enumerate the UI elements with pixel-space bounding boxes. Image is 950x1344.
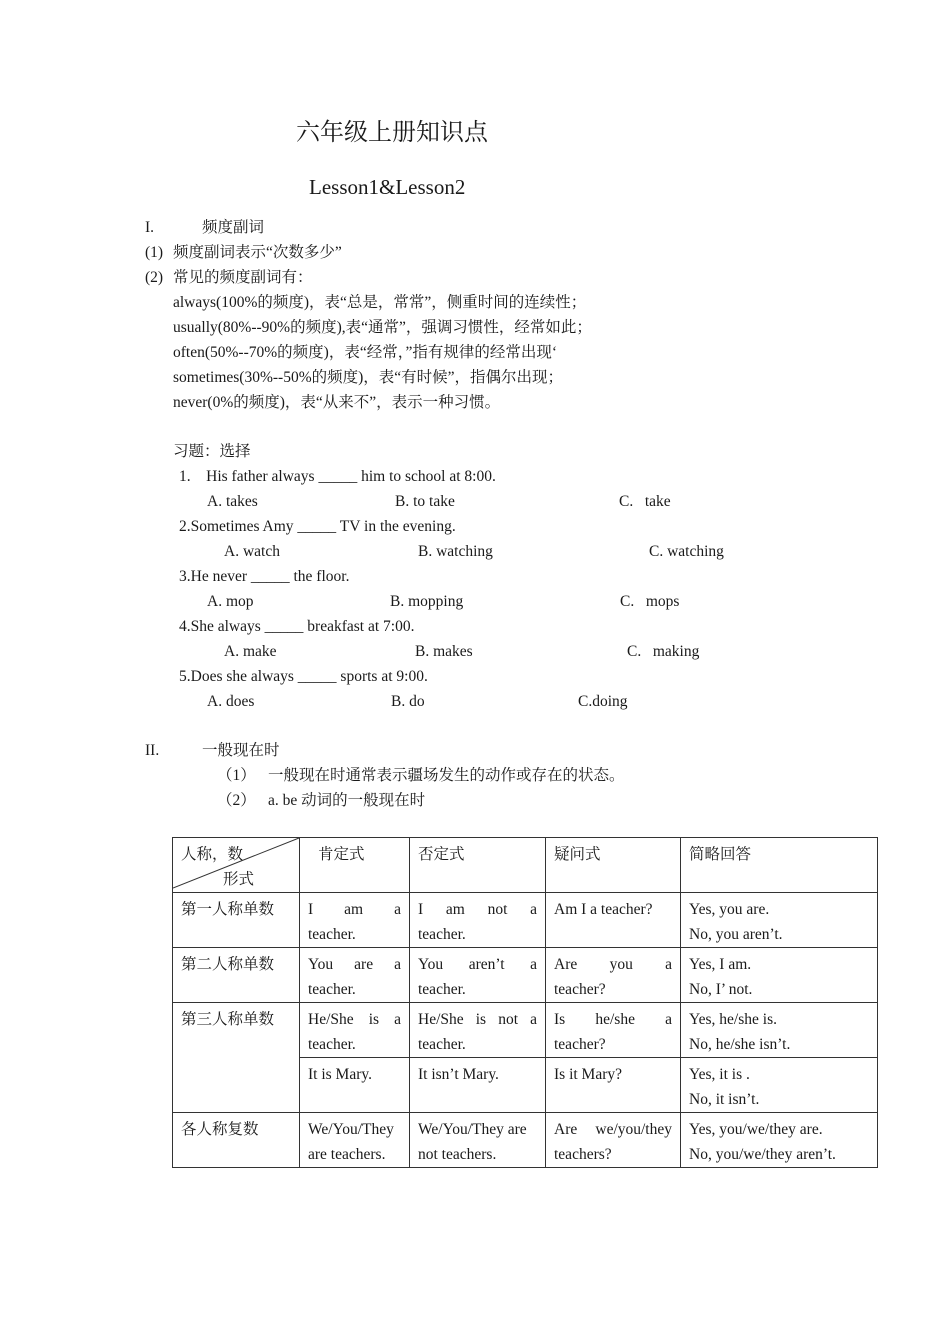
table-cell: Are we/you/they teachers? xyxy=(546,1113,681,1168)
row-label: 第一人称单数 xyxy=(173,893,300,948)
exercise-title: 习题：选择 xyxy=(173,443,251,460)
option-a: A. takes xyxy=(207,493,258,510)
header-corner-cell xyxy=(173,838,300,893)
table-cell: I am a teacher. xyxy=(300,893,410,948)
table-cell: He/She is a teacher. xyxy=(300,1003,410,1058)
question-text: 4.She always _____ breakfast at 7:00. xyxy=(179,618,415,635)
table-cell: Is it Mary? xyxy=(546,1058,681,1113)
option-b: B. watching xyxy=(418,543,493,560)
option-b: B. mopping xyxy=(390,593,464,610)
option-a: A. watch xyxy=(224,543,280,560)
section-heading: 一般现在时 xyxy=(202,742,280,759)
table-cell: Am I a teacher? xyxy=(546,893,681,948)
question-text: 2.Sometimes Amy _____ TV in the evening. xyxy=(179,518,456,535)
option-a: A. mop xyxy=(207,593,254,610)
table-cell: Are you a teacher? xyxy=(546,948,681,1003)
option-c: C. watching xyxy=(649,543,724,560)
row-label: 各人称复数 xyxy=(173,1113,300,1168)
table-row xyxy=(173,1113,878,1168)
corner-bottom-label: 形式 xyxy=(223,871,255,888)
table-cell: I am not a teacher. xyxy=(410,893,546,948)
table-cell: Yes, it is . No, it isn’t. xyxy=(681,1058,878,1113)
point-text: a. be 动词的一般现在时 xyxy=(268,792,426,809)
point-number: (2) xyxy=(145,269,164,286)
question-text: 3.He never _____ the floor. xyxy=(179,568,350,585)
adverb-line: always(100%的频度)，表“总是，常常”，侧重时间的连续性； xyxy=(173,294,587,311)
option-a: A. make xyxy=(224,643,277,660)
table-cell: It is Mary. xyxy=(300,1058,410,1113)
table-cell: Yes, he/she is. No, he/she isn’t. xyxy=(681,1003,878,1058)
table-cell: You aren’t a teacher. xyxy=(410,948,546,1003)
section-number: I. xyxy=(145,219,155,236)
section-heading: 频度副词 xyxy=(202,219,265,236)
table-cell: Is he/she a teacher? xyxy=(546,1003,681,1058)
option-b: B. makes xyxy=(415,643,473,660)
diagonal-line-icon xyxy=(173,838,300,889)
page-title: 六年级上册知识点 xyxy=(296,120,488,146)
question-text: 5.Does she always _____ sports at 9:00. xyxy=(179,668,428,685)
adverb-line: never(0%的频度)，表“从来不”，表示一种习惯。 xyxy=(173,394,501,411)
table-cell: Yes, you/we/they are. No, you/we/they aren’t. xyxy=(681,1113,878,1168)
point-text: 一般现在时通常表示疆场发生的动作或存在的状态。 xyxy=(268,767,625,784)
option-c: C. making xyxy=(627,643,700,660)
table-cell: He/She is not a teacher. xyxy=(410,1003,546,1058)
point-number: （2） xyxy=(217,792,256,809)
point-number: （1） xyxy=(217,767,256,784)
table-cell: It isn’t Mary. xyxy=(410,1058,546,1113)
table-cell: You are a teacher. xyxy=(300,948,410,1003)
column-header: 简略回答 xyxy=(681,838,878,893)
table-row xyxy=(173,1003,878,1058)
row-label: 第三人称单数 xyxy=(173,1003,300,1113)
column-header: 否定式 xyxy=(410,838,546,893)
point-number: (1) xyxy=(145,244,164,261)
section-number: II. xyxy=(145,742,160,759)
option-c: C. mops xyxy=(620,593,680,610)
table-cell: We/You/They are not teachers. xyxy=(410,1113,546,1168)
column-header: 肯定式 xyxy=(300,838,410,893)
page-subtitle: Lesson1&Lesson2 xyxy=(309,175,466,199)
option-a: A. does xyxy=(207,693,255,710)
adverb-line: usually(80%--90%的频度),表“通常”，强调习惯性，经常如此； xyxy=(173,319,592,336)
option-c: C. take xyxy=(619,493,671,510)
table-cell: Yes, I am. No, I’ not. xyxy=(681,948,878,1003)
option-b: B. do xyxy=(391,693,425,710)
question-text: 1. His father always _____ him to school at 8:00. xyxy=(179,468,496,485)
table-row xyxy=(173,948,878,1003)
table-cell: We/You/They are teachers. xyxy=(300,1113,410,1168)
option-c: C.doing xyxy=(578,693,628,710)
row-label: 第二人称单数 xyxy=(173,948,300,1003)
table-row xyxy=(173,893,878,948)
point-text: 频度副词表示“次数多少” xyxy=(173,244,342,261)
point-text: 常见的频度副词有： xyxy=(173,269,313,286)
corner-top-label: 人称，数 xyxy=(181,846,244,863)
column-header: 疑问式 xyxy=(546,838,681,893)
adverb-line: sometimes(30%--50%的频度)，表“有时候”，指偶尔出现； xyxy=(173,369,564,386)
option-b: B. to take xyxy=(395,493,455,510)
adverb-line: often(50%--70%的频度)，表“经常，”指有规律的经常出现‘ xyxy=(173,344,557,361)
be-verb-table xyxy=(172,837,878,1168)
table-cell: Yes, you are. No, you aren’t. xyxy=(681,893,878,948)
